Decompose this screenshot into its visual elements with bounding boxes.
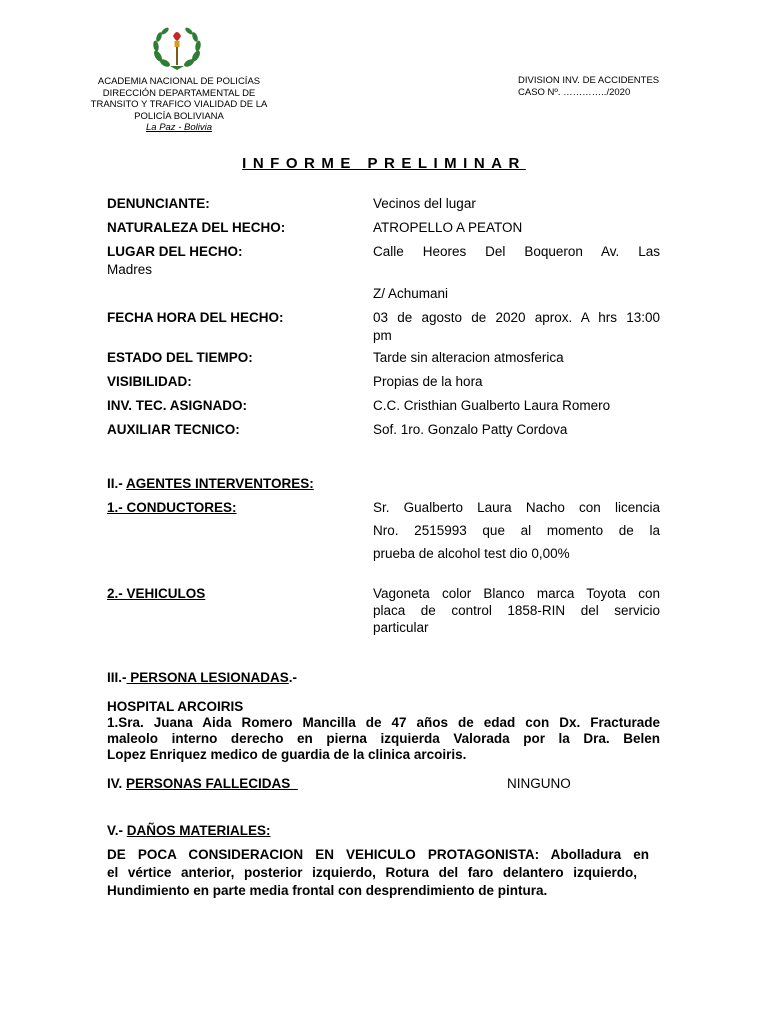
injured-line-3: Lopez Enriquez medico de guardia de la clinica arcoiris. [107,747,467,762]
institution-line-1: ACADEMIA NACIONAL DE POLICÍAS [97,76,261,87]
section-3-heading: III.- PERSONA LESIONADAS.- [107,670,298,685]
fallecidas-value: NINGUNO [507,776,571,791]
section-4-heading: IV. PERSONAS FALLECIDAS [107,776,298,791]
lugar-value: Calle Heores Del Boqueron Av. Las [373,244,660,259]
lugar-label: LUGAR DEL HECHO: [107,244,243,259]
auxiliar-label: AUXILIAR TECNICO: [107,422,240,437]
torch-icon [170,32,184,70]
visibilidad-label: VISIBILIDAD: [107,374,192,389]
tiempo-label: ESTADO DEL TIEMPO: [107,350,253,365]
conductores-line-1: Sr. Gualberto Laura Nacho con licencia [373,500,660,515]
report-title: INFORME PRELIMINAR [242,155,526,172]
inv-tec-value: C.C. Cristhian Gualberto Laura Romero [373,398,611,413]
section-5-heading: V.- DAÑOS MATERIALES: [107,823,271,838]
damages-line-2: el vértice anterior, posterior izquierdo, Rotura del faro delantero izquierdo, [107,865,637,880]
institution-line-4: POLICÍA BOLIVIANA [134,110,224,122]
conductores-label: 1.- CONDUCTORES: [107,500,237,515]
division-header [518,75,659,98]
visibilidad-value: Propias de la hora [373,374,483,389]
hospital-name: HOSPITAL ARCOIRIS [107,699,244,714]
inv-tec-label: INV. TEC. ASIGNADO: [107,398,248,413]
denunciante-label: DENUNCIANTE: [107,196,210,211]
division-name: DIVISION INV. DE ACCIDENTES [518,75,660,86]
institution-location: La Paz - Bolivia [145,122,212,133]
lugar-zone: Z/ Achumani [373,286,449,301]
lugar-value-continued: Madres [107,262,153,277]
vehiculos-line-1: Vagoneta color Blanco marca Toyota con [373,586,660,601]
fecha-value: 03 de agosto de 2020 aprox. A hrs 13:00 [373,310,660,325]
auxiliar-value: Sof. 1ro. Gonzalo Patty Cordova [373,422,568,437]
fecha-label: FECHA HORA DEL HECHO: [107,310,284,325]
vehiculos-label: 2.- VEHICULOS [107,586,206,601]
police-emblem-logo [150,26,204,72]
naturaleza-value: ATROPELLO A PEATON [373,220,523,235]
institution-line-2: DIRECCIÓN DEPARTAMENTAL DE [102,87,256,99]
fecha-value-continued: pm [373,328,392,343]
vehiculos-line-3: particular [373,620,429,635]
vehiculos-line-2: placa de control 1858-RIN del servicio [373,603,660,618]
case-number: CASO Nº. …………../2020 [518,86,631,98]
tiempo-value: Tarde sin alteracion atmosferica [373,350,564,365]
conductores-line-2: Nro. 2515993 que al momento de la [373,523,660,538]
denunciante-value: Vecinos del lugar [373,196,476,211]
injured-line-2: maleolo interno derecho en pierna izquierda Valorada por la Dra. Belen [107,731,660,746]
institution-line-3: TRANSITO Y TRAFICO VIALIDAD DE LA [90,99,268,110]
damages-line-1: DE POCA CONSIDERACION EN VEHICULO PROTAGONISTA: Abolladura en [107,847,649,862]
conductores-line-3: prueba de alcohol test dio 0,00% [373,546,570,561]
naturaleza-label: NATURALEZA DEL HECHO: [107,220,286,235]
section-2-heading: II.- AGENTES INTERVENTORES: [107,476,314,491]
institution-header [70,76,288,134]
damages-line-3: Hundimiento en parte media frontal con desprendimiento de pintura. [107,883,548,898]
injured-line-1: 1.Sra. Juana Aida Romero Mancilla de 47 años de edad con Dx. Fracturade [107,715,660,730]
